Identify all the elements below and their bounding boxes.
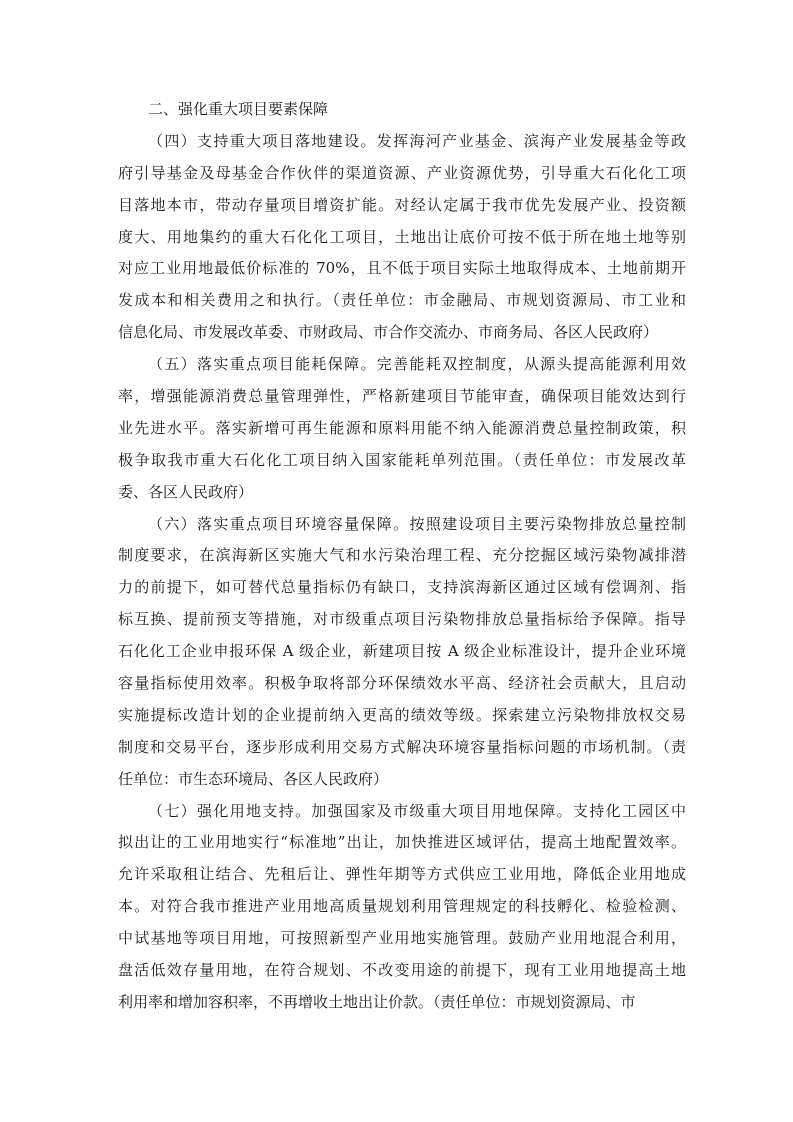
paragraph-line: （七）强化用地支持。加强国家及市级重大项目用地保障。支持化工园区中 — [148, 801, 686, 820]
paragraph-line: 容量指标使用效率。积极争取将部分环保绩效水平高、经济社会贡献大，且启动 — [118, 674, 686, 693]
paragraph-line: 石化化工企业申报环保 A 级企业，新建项目按 A 级企业标准设计，提升企业环境 — [118, 642, 686, 661]
paragraph-line: 度大、用地集约的重大石化化工项目，土地出让底价可按不低于所在地土地等别 — [118, 227, 686, 246]
paragraph-line: 府引导基金及母基金合作伙伴的渠道资源、产业资源优势，引导重大石化化工项 — [118, 163, 686, 182]
paragraph — [118, 509, 686, 796]
paragraph-line: 任单位：市生态环境局、各区人民政府） — [118, 769, 389, 788]
paragraph-line: 信息化局、市发展改革委、市财政局、市合作交流办、市商务局、各区人民政府） — [118, 323, 659, 342]
paragraph-line: 制度和交易平台，逐步形成利用交易方式解决环境容量指标问题的市场机制。（责 — [118, 737, 686, 756]
paragraph-line: 本。对符合我市推进产业用地高质量规划利用管理规定的科技孵化、检验检测、 — [118, 897, 686, 916]
paragraph-line: 力的前提下，如可替代总量指标仍有缺口，支持滨海新区通过区域有偿调剂、指 — [118, 578, 686, 597]
paragraph-line: 拟出让的工业用地实行“标准地”出让，加快推进区域评估，提高土地配置效率。 — [118, 833, 686, 852]
paragraph-line: 中试基地等项目用地，可按照新型产业用地实施管理。鼓励产业用地混合利用， — [118, 929, 686, 948]
paragraph-line: 对应工业用地最低价标准的 70%，且不低于项目实际土地取得成本、土地前期开 — [118, 259, 686, 278]
paragraph-line: 委、各区人民政府） — [118, 482, 254, 501]
paragraph — [118, 349, 686, 508]
paragraph-line: 利用率和增加容积率，不再增收土地出让价款。（责任单位：市规划资源局、市 — [118, 992, 636, 1011]
paragraph-line: 实施提标改造计划的企业提前纳入更高的绩效等级。探索建立污染物排放权交易 — [118, 705, 686, 724]
paragraph-line: 标互换、提前预支等措施，对市级重点项目污染物排放总量指标给予保障。指导 — [118, 610, 686, 629]
paragraph-line: 目落地本市，带动存量项目增资扩能。对经认定属于我市优先发展产业、投资额 — [118, 195, 686, 214]
paragraph-line: （六）落实重点项目环境容量保障。按照建设项目主要污染物排放总量控制 — [148, 514, 686, 533]
paragraph-line: （五）落实重点项目能耗保障。完善能耗双控制度，从源头提高能源利用效 — [148, 355, 686, 374]
paragraph-line: （四）支持重大项目落地建设。发挥海河产业基金、滨海产业发展基金等政 — [148, 131, 686, 150]
paragraph-line: 业先进水平。落实新增可再生能源和原料用能不纳入能源消费总量控制政策，积 — [118, 418, 686, 437]
paragraph-line: 发成本和相关费用之和执行。（责任单位：市金融局、市规划资源局、市工业和 — [118, 291, 686, 310]
paragraph-line: 率，增强能源消费总量管理弹性，严格新建项目节能审查，确保项目能效达到行 — [118, 387, 686, 406]
paragraph — [118, 126, 686, 349]
paragraph — [118, 796, 686, 1019]
document-body — [118, 94, 686, 1019]
paragraph-line: 盘活低效存量用地，在符合规划、不改变用途的前提下，现有工业用地提高土地 — [118, 961, 686, 980]
section-heading: 二、强化重大项目要素保障 — [148, 100, 329, 118]
paragraph-line: 允许采取租让结合、先租后让、弹性年期等方式供应工业用地，降低企业用地成 — [118, 865, 686, 884]
paragraph-line: 极争取我市重大石化化工项目纳入国家能耗单列范围。（责任单位：市发展改革 — [118, 450, 686, 469]
paragraph-line: 制度要求，在滨海新区实施大气和水污染治理工程、充分挖掘区域污染物减排潜 — [118, 546, 686, 565]
